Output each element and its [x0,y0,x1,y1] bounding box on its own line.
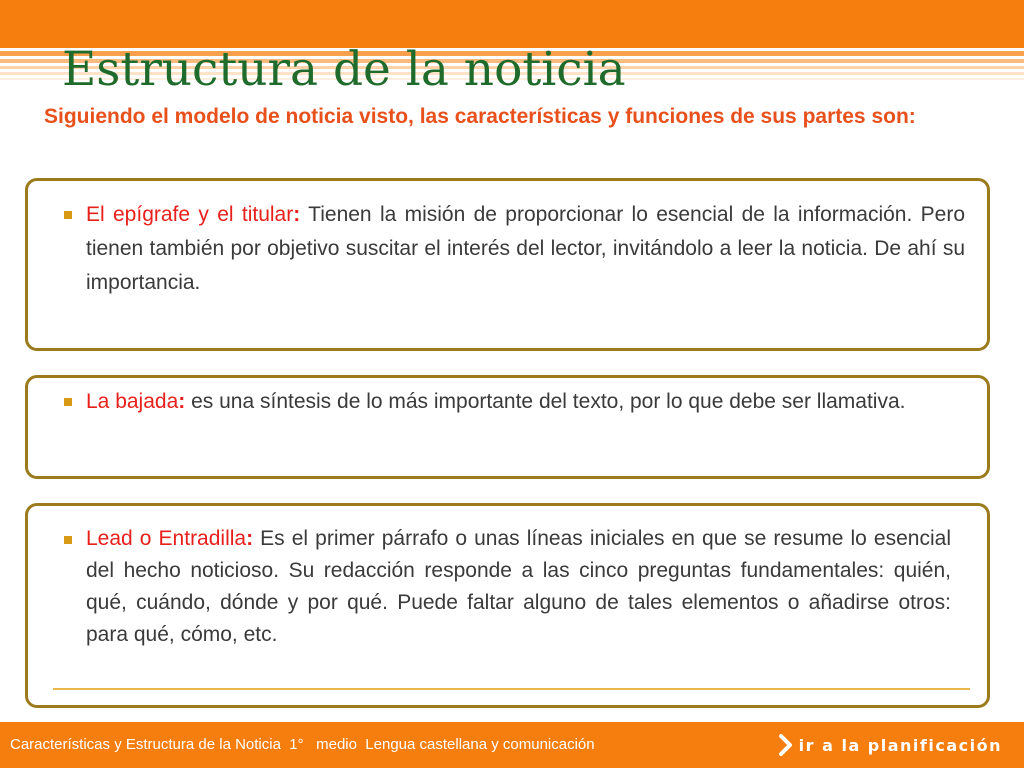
square-bullet-icon [64,536,72,544]
item-text: Tienen la misión de proporcionar lo esencial de la información. Pero tienen también por objetivo suscitar el interés del lector, invitándolo a leer la noticia. De ahí su importancia. [86,203,965,294]
page-title: Estructura de la noticia [62,42,626,97]
square-bullet-icon [64,398,72,406]
divider [53,688,970,690]
item-term: El epígrafe y el titular [86,203,294,226]
footer-bar [0,722,1024,768]
item-text: Es el primer párrafo o unas líneas iniciales en que se resume lo esencial del hecho noticioso. Su redacción responde a las cinco preguntas fundamentales: quién, qué, cuándo, dónde y por qué. Puede faltar alguno de tales elementos o añadirse otros: para qué, cómo, etc. [86,527,951,646]
content-box-lead [25,503,990,708]
square-bullet-icon [64,211,72,219]
item-term-colon: : [246,527,254,550]
content-box-epigrafe [25,178,990,351]
item-term-colon: : [178,390,186,413]
chevron-right-icon [779,734,793,756]
item-text: es una síntesis de lo más importante del texto, por lo que debe ser llamativa. [185,390,906,413]
planning-link[interactable] [779,730,1002,760]
planning-link-label: ir a la planificación [798,735,1002,755]
list-item-lead [86,523,951,651]
content-box-bajada [25,375,990,479]
footer-caption: Características y Estructura de la Noticia 1° medio Lengua castellana y comunicación [10,736,595,753]
list-item-epigrafe [86,198,965,300]
page-subtitle: Siguiendo el modelo de noticia visto, las características y funciones de sus partes son: [44,105,916,128]
item-term-colon: : [293,203,301,226]
item-term: La bajada [86,390,179,413]
list-item-bajada [86,385,927,419]
item-term: Lead o Entradilla [86,527,247,550]
